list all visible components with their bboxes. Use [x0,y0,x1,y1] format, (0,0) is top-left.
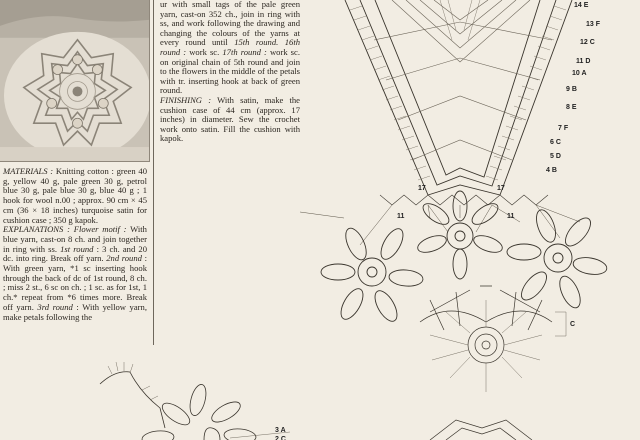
explanations-text-b: : 3 ch. and 20 dc. into ring. Break off yarn. [3,243,147,264]
materials-text: Knitting cotton : green 40 g, yellow 40 g, pale green 30 g, petrol blue 30 g, pale blue 30 g, blue 40 g ; 1 hook for wool n.00 ; approx. 90 cm × 45 cm (36 × 18 inches) turquoise satin for cushion case ; 350 g kapok. [3,166,147,225]
row-label: 8 E [566,104,577,111]
round-2-label: 2nd round [106,253,142,264]
bottom-row-label: 3 A [275,427,286,434]
finishing-text: With satin, make the cushion case of 44 cm (approx. 17 inches) in diameter. Sew the crochet work onto satin. Fill the cushion with kapok. [160,94,300,144]
materials-label: MATERIALS : [3,166,54,176]
diagram-graphics [100,0,608,440]
explanations-text-d: : With yellow yarn, make petals following the [3,301,147,322]
row-label: 7 F [558,125,569,132]
row-label: 5 D [550,153,561,160]
row-label: 14 E [574,2,589,9]
row-label: 11 D [576,58,591,65]
finishing-label: FINISHING : [160,94,212,105]
round-17-label: 17th round : [222,46,267,57]
stitch-mark: 11 [507,213,515,220]
row-label: 13 F [586,21,601,28]
rounds-text-a: ur with small tags of the pale green yarn, cast-on 352 ch., join in ring with ss, and work following the drawing and changing the colours of the yarns at every round until [160,0,300,48]
bottom-row-label: 2 C [275,436,286,440]
row-label: 12 C [580,39,595,46]
row-label: 4 B [546,167,557,174]
rounds-text-c: work sc. [186,46,223,57]
row-label: 9 B [566,86,577,93]
round-16-label: 16th round : [160,37,300,57]
explanations-text-a: With blue yarn, cast-on 8 ch. and join together in ring with ss. [3,224,147,254]
round-15-label: 15th round. [234,37,279,48]
row-labels [275,2,601,440]
stitch-mark: 17 [418,185,426,192]
round-1-label: 1st round [60,243,94,254]
side-label: C [570,321,576,328]
rounds-text-d: work sc. on original chain of 5th round and join to the flowers in the middle of the petals with tr. inserting hook at back of green round. [160,46,300,96]
stitch-mark: 11 [397,213,405,220]
row-label: 10 A [572,70,587,77]
row-label: 6 C [550,139,561,146]
explanations-label: EXPLANATIONS : [3,224,70,235]
stitch-mark: 17 [497,185,505,192]
flower-motif-label: Flower motif : [69,224,127,235]
explanations-text-c: : With green yarn, *1 sc inserting hook through the back of dc of 1st round, 8 ch. ; miss 2 st., 6 sc on ch. ; 1 sc. as for 1st, 1 ch.* repeat from *6 times more. Break off yarn. [3,253,147,312]
round-3-label: 3rd round [37,301,73,312]
